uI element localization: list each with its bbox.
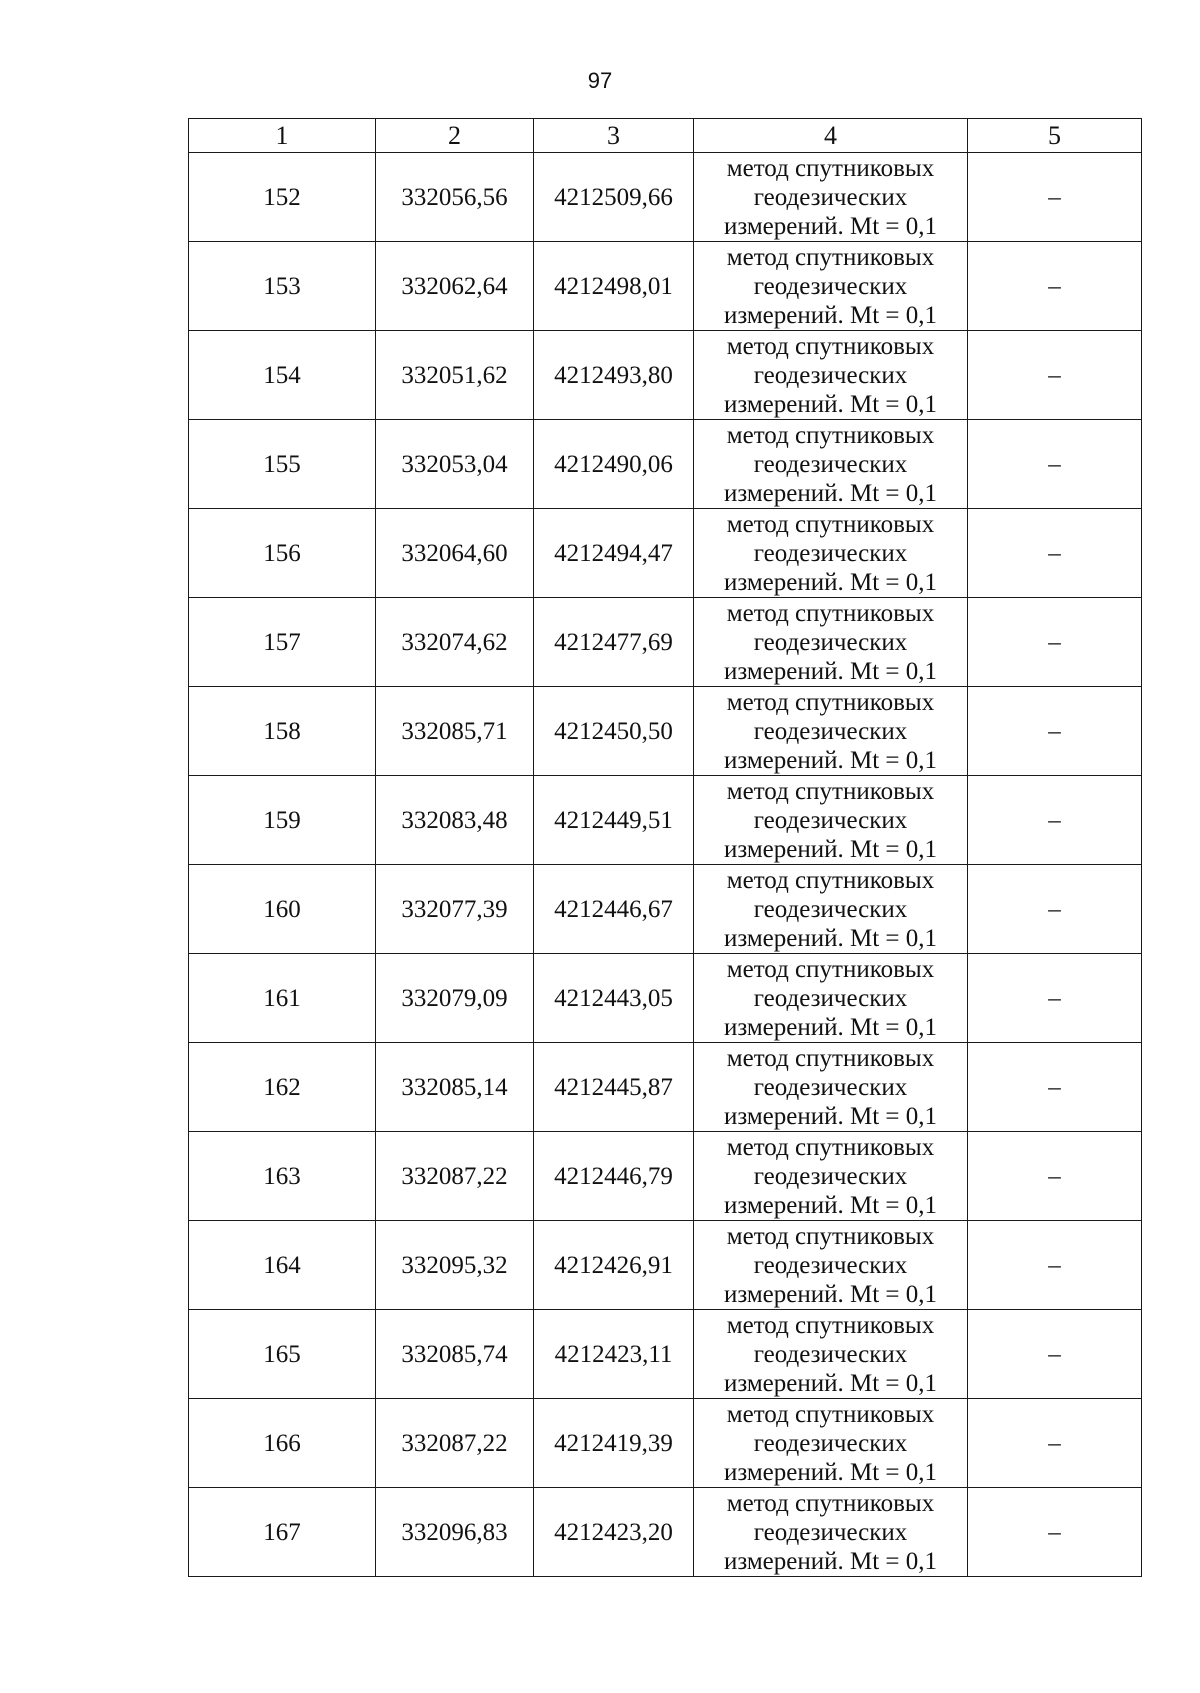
method-line: метод спутниковых — [726, 510, 935, 538]
note-cell: – — [968, 1488, 1142, 1577]
x-coordinate-cell: 332051,62 — [376, 331, 534, 420]
method-line: геодезических — [753, 1162, 908, 1190]
method-line: измерений. Mt = 0,1 — [723, 1547, 938, 1575]
point-number-cell: 165 — [189, 1310, 376, 1399]
method-line: геодезических — [753, 361, 908, 389]
method-cell — [694, 1221, 968, 1310]
y-coordinate-cell: 4212498,01 — [534, 242, 694, 331]
method-line: метод спутниковых — [726, 777, 935, 805]
table-row — [189, 1488, 1142, 1577]
method-line: геодезических — [753, 450, 908, 478]
method-cell — [694, 331, 968, 420]
x-coordinate-cell: 332095,32 — [376, 1221, 534, 1310]
method-cell — [694, 420, 968, 509]
method-line: геодезических — [753, 272, 908, 300]
method-line: измерений. Mt = 0,1 — [723, 212, 938, 240]
x-coordinate-cell: 332085,74 — [376, 1310, 534, 1399]
method-line: метод спутниковых — [726, 1311, 935, 1339]
point-number-cell: 159 — [189, 776, 376, 865]
method-line: измерений. Mt = 0,1 — [723, 924, 938, 952]
note-cell: – — [968, 1221, 1142, 1310]
method-line: геодезических — [753, 1429, 908, 1457]
method-cell — [694, 1399, 968, 1488]
method-line: измерений. Mt = 0,1 — [723, 479, 938, 507]
note-cell: – — [968, 1399, 1142, 1488]
note-cell: – — [968, 954, 1142, 1043]
point-number-cell: 156 — [189, 509, 376, 598]
y-coordinate-cell: 4212423,11 — [534, 1310, 694, 1399]
method-line: измерений. Mt = 0,1 — [723, 1191, 938, 1219]
method-line: измерений. Mt = 0,1 — [723, 746, 938, 774]
method-line: метод спутниковых — [726, 1489, 935, 1517]
note-cell: – — [968, 153, 1142, 242]
point-number-cell: 167 — [189, 1488, 376, 1577]
method-line: геодезических — [753, 806, 908, 834]
column-header-5: 5 — [968, 119, 1142, 153]
column-header-3: 3 — [534, 119, 694, 153]
method-line: измерений. Mt = 0,1 — [723, 1458, 938, 1486]
method-line: метод спутниковых — [726, 1400, 935, 1428]
point-number-cell: 162 — [189, 1043, 376, 1132]
y-coordinate-cell: 4212449,51 — [534, 776, 694, 865]
y-coordinate-cell: 4212494,47 — [534, 509, 694, 598]
method-line: измерений. Mt = 0,1 — [723, 390, 938, 418]
table-header — [189, 119, 1142, 153]
point-number-cell: 164 — [189, 1221, 376, 1310]
point-number-cell: 166 — [189, 1399, 376, 1488]
method-cell — [694, 242, 968, 331]
table-row — [189, 687, 1142, 776]
method-line: геодезических — [753, 1251, 908, 1279]
method-cell — [694, 509, 968, 598]
method-line: метод спутниковых — [726, 421, 935, 449]
method-line: измерений. Mt = 0,1 — [723, 1102, 938, 1130]
note-cell: – — [968, 331, 1142, 420]
x-coordinate-cell: 332087,22 — [376, 1399, 534, 1488]
method-line: метод спутниковых — [726, 1044, 935, 1072]
page-number: 97 — [587, 68, 613, 93]
coordinates-table — [188, 118, 1142, 1577]
note-cell: – — [968, 509, 1142, 598]
y-coordinate-cell: 4212419,39 — [534, 1399, 694, 1488]
note-cell: – — [968, 865, 1142, 954]
method-line: геодезических — [753, 1340, 908, 1368]
table-row — [189, 598, 1142, 687]
table-body — [189, 153, 1142, 1577]
point-number-cell: 163 — [189, 1132, 376, 1221]
method-cell — [694, 1488, 968, 1577]
method-line: метод спутниковых — [726, 1133, 935, 1161]
x-coordinate-cell: 332085,71 — [376, 687, 534, 776]
y-coordinate-cell: 4212445,87 — [534, 1043, 694, 1132]
table-row — [189, 420, 1142, 509]
table-row — [189, 1043, 1142, 1132]
method-line: метод спутниковых — [726, 243, 935, 271]
y-coordinate-cell: 4212423,20 — [534, 1488, 694, 1577]
note-cell: – — [968, 598, 1142, 687]
table-row — [189, 865, 1142, 954]
method-line: метод спутниковых — [726, 599, 935, 627]
method-line: измерений. Mt = 0,1 — [723, 568, 938, 596]
table-row — [189, 1221, 1142, 1310]
table-row — [189, 331, 1142, 420]
table-row — [189, 776, 1142, 865]
method-line: измерений. Mt = 0,1 — [723, 835, 938, 863]
method-line: геодезических — [753, 984, 908, 1012]
table-row — [189, 1310, 1142, 1399]
table-row — [189, 1399, 1142, 1488]
y-coordinate-cell: 4212443,05 — [534, 954, 694, 1043]
point-number-cell: 157 — [189, 598, 376, 687]
method-cell — [694, 954, 968, 1043]
method-cell — [694, 687, 968, 776]
note-cell: – — [968, 1310, 1142, 1399]
y-coordinate-cell: 4212426,91 — [534, 1221, 694, 1310]
method-line: измерений. Mt = 0,1 — [723, 1280, 938, 1308]
x-coordinate-cell: 332096,83 — [376, 1488, 534, 1577]
note-cell: – — [968, 1043, 1142, 1132]
method-line: измерений. Mt = 0,1 — [723, 1369, 938, 1397]
method-cell — [694, 1043, 968, 1132]
table-row — [189, 242, 1142, 331]
note-cell: – — [968, 420, 1142, 509]
method-line: геодезических — [753, 539, 908, 567]
x-coordinate-cell: 332077,39 — [376, 865, 534, 954]
x-coordinate-cell: 332064,60 — [376, 509, 534, 598]
note-cell: – — [968, 242, 1142, 331]
x-coordinate-cell: 332087,22 — [376, 1132, 534, 1221]
point-number-cell: 161 — [189, 954, 376, 1043]
method-cell — [694, 153, 968, 242]
method-cell — [694, 1132, 968, 1221]
method-line: измерений. Mt = 0,1 — [723, 657, 938, 685]
point-number-cell: 160 — [189, 865, 376, 954]
method-line: метод спутниковых — [726, 688, 935, 716]
method-cell — [694, 776, 968, 865]
table-row — [189, 509, 1142, 598]
x-coordinate-cell: 332083,48 — [376, 776, 534, 865]
column-header-4: 4 — [694, 119, 968, 153]
x-coordinate-cell: 332085,14 — [376, 1043, 534, 1132]
y-coordinate-cell: 4212493,80 — [534, 331, 694, 420]
point-number-cell: 152 — [189, 153, 376, 242]
header-row — [189, 119, 1142, 153]
column-header-1: 1 — [189, 119, 376, 153]
note-cell: – — [968, 1132, 1142, 1221]
method-line: метод спутниковых — [726, 332, 935, 360]
method-line: измерений. Mt = 0,1 — [723, 1013, 938, 1041]
x-coordinate-cell: 332074,62 — [376, 598, 534, 687]
x-coordinate-cell: 332079,09 — [376, 954, 534, 1043]
y-coordinate-cell: 4212450,50 — [534, 687, 694, 776]
y-coordinate-cell: 4212446,79 — [534, 1132, 694, 1221]
x-coordinate-cell: 332053,04 — [376, 420, 534, 509]
method-cell — [694, 1310, 968, 1399]
method-line: метод спутниковых — [726, 955, 935, 983]
y-coordinate-cell: 4212490,06 — [534, 420, 694, 509]
point-number-cell: 158 — [189, 687, 376, 776]
y-coordinate-cell: 4212477,69 — [534, 598, 694, 687]
method-line: геодезических — [753, 717, 908, 745]
note-cell: – — [968, 776, 1142, 865]
table-row — [189, 153, 1142, 242]
method-line: геодезических — [753, 895, 908, 923]
note-cell: – — [968, 687, 1142, 776]
method-line: метод спутниковых — [726, 1222, 935, 1250]
method-line: измерений. Mt = 0,1 — [723, 301, 938, 329]
y-coordinate-cell: 4212509,66 — [534, 153, 694, 242]
method-line: метод спутниковых — [726, 154, 935, 182]
y-coordinate-cell: 4212446,67 — [534, 865, 694, 954]
point-number-cell: 153 — [189, 242, 376, 331]
method-line: геодезических — [753, 1518, 908, 1546]
method-line: геодезических — [753, 628, 908, 656]
method-line: геодезических — [753, 1073, 908, 1101]
x-coordinate-cell: 332056,56 — [376, 153, 534, 242]
x-coordinate-cell: 332062,64 — [376, 242, 534, 331]
point-number-cell: 155 — [189, 420, 376, 509]
method-cell — [694, 598, 968, 687]
method-line: геодезических — [753, 183, 908, 211]
point-number-cell: 154 — [189, 331, 376, 420]
table-row — [189, 954, 1142, 1043]
method-cell — [694, 865, 968, 954]
table-row — [189, 1132, 1142, 1221]
column-header-2: 2 — [376, 119, 534, 153]
method-line: метод спутниковых — [726, 866, 935, 894]
